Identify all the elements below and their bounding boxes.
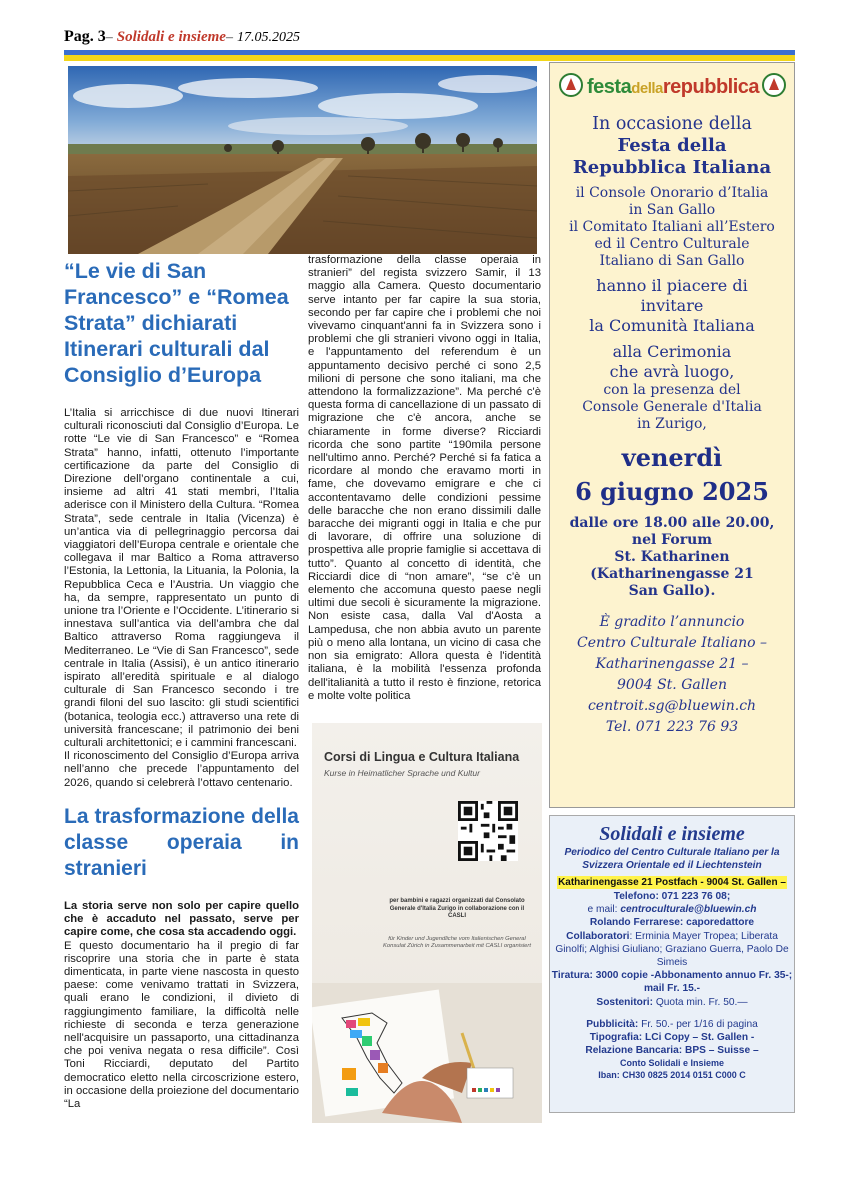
article-headline: “Le vie di San Francesco” e “Romea Strata” dichiarati Itinerari culturali dal Consiglio d’Europa — [64, 259, 289, 387]
article-paragraph: L’Italia si arricchisce di due nuovi Itinerari culturali riconosciuti dal Consiglio d’Europa. Le rotte “Le vie di San Francesco” e “Romea Strata” hanno, infatti, ottenuto l’importante certificazione da parte del Consiglio di Direzione dell’organo continentale a cui, insieme ad altri 41 stati membri, l’Italia aderisce con il Ministero della Cultura. “Romea Strata”, sede centrale in Italia (Vicenza) è un’antica via di pellegrinaggio percorsa dai viaggiatori dell’Europa centrale e orientale che collegava il mar Baltico a Roma attraverso l’Estonia, la Lettonia, la Lituania, la Polonia, la Repubblica Ceca e l’Austria. Un viaggio che ha, da sempre, rappresentato un punto di unione tra l’Oriente e l’Occidente. L’itinerario si innestava sull’antica via dell’ambra che dal Baltico attraverso Roma raggiungeva il Mediterraneo. Le “Vie di San Francesco”, sede centrale in Italia (Assisi), è un antico itinerario ispirato all’eredità spirituale e al dialogo culturale di San Francesco secondo i tre grandi filoni del suo lascito: gli studi scientifici (botanica, teologia ecc.) attraverso una rete di università francescane; il patrimonio dei beni culturali architettonici; e i cammini francescani. — [64, 407, 299, 750]
logo-word-festa: festa — [587, 76, 632, 98]
festa-repubblica-logo — [557, 68, 788, 102]
invitation-line: il Comitato Italiani all’Estero — [569, 219, 775, 235]
invitation-line: St. Katharinen — [614, 549, 730, 565]
newspaper-name: Solidali e insieme — [116, 29, 226, 45]
article-body — [64, 407, 299, 790]
flyer-german-text: für Kinder und Jugendliche vom Italienischen General Konsulat Zürich in Zusammenarbeit mit CASLI organisiert — [383, 936, 531, 950]
article-lead: La storia serve non solo per capire quello che è accaduto nel passato, serve per capire come, che cosa sta accadendo oggi. — [64, 899, 299, 939]
contact-line: Katharinengasse 21 – — [595, 656, 749, 672]
masthead-editor: Rolando Ferrarese: caporedattore — [589, 917, 755, 929]
issue-date: 17.05.2025 — [236, 30, 300, 45]
masthead-sostenitori: Sostenitori: Quota min. Fr. 50.— — [596, 996, 748, 1008]
contact-line: Tel. 071 223 76 93 — [605, 719, 739, 735]
masthead-subtitle: Periodico del Centro Culturale Italiano per la Svizzera Orientale ed il Liechtenstein — [564, 847, 780, 871]
invitation-line: Festa della — [617, 135, 727, 156]
masthead-collaborators: Collaboratori: Erminia Mayer Tropea; Liberata Ginolfi; Alghisi Giuliano; Graziano Guerra, Paolo De Simeis — [555, 930, 789, 969]
invitation-line: Console Generale d'Italia — [582, 399, 762, 415]
article-body-continued — [308, 254, 541, 703]
child-coloring-italy-map-image — [312, 943, 542, 1123]
masthead-iban: Iban: CH30 0825 2014 0151 C000 C — [598, 1070, 746, 1081]
logo-word-repubblica: repubblica — [662, 76, 760, 98]
masthead-tiratura: Tiratura: 3000 copie -Abbonamento annuo Fr. 35-; mail Fr. 15.- — [551, 970, 793, 995]
invitation-line: in Zurigo, — [637, 416, 707, 432]
road-landscape-photo — [68, 66, 537, 254]
invitation-line: Repubblica Italiana — [572, 157, 772, 178]
masthead-phone: Telefono: 071 223 76 08; — [613, 891, 731, 902]
article-paragraph: trasformazione della classe operaia in stranieri” del regista svizzero Samir, il 13 maggio alla Camera. Questo documentario serve intanto per far capire la sua storia, secondo per far capire che i problemi che noi vivevamo cinquant'anni fa in Svizzera sono i problemi che gli stranieri vivono oggi in Italia, e l'appuntamento del referendum è un appuntamento decisivo perché ci sono 2,5 milioni di persone che sono italiani, ma che attendono la formalizzazione”. Ma perché c'è questa forma di cancellazione di un passato di migrazione che c'è ancora, anche se chiaramente in forme diverse? Ricciardi ricorda che sono partite “190mila persone nell'ultimo anno. Perché? Perché si fa fatica a ricordare al mondo che eravamo morti in fame, che dovevamo emigrare e che ci accontentavamo delle condizioni pessime delle baracche che non erano dissimili dalle baracche dei migranti oggi in Italia e che pur di lavorare, di offrire una soluzione di prospettiva alle proprie famiglie si accettava di tutto”. Quanto al concetto di identità, che Ricciardi dice di “non amare”, “se c'è un elemento che accomuna questo paese negli ultimi due secoli è sicuramente la migrazione. Non esiste casa, dalla Val d'Aosta a Lampedusa, che non abbia avuto un parente più o meno alla lontana, un vicino di casa che non sia emigrato: Allora questa è l'identità italiana, è la mobilità l'essenza profonda dell'italianità a tutto il resto è finzione, retorica e molte volte politica — [308, 254, 541, 702]
invitation-line: Italiano di San Gallo — [599, 253, 745, 269]
contact-line: È gradito l’annuncio — [599, 614, 745, 630]
road-landscape-image — [68, 66, 537, 254]
logo-word-della: della — [631, 80, 663, 97]
invitation-text — [550, 113, 794, 738]
article-headline: La trasformazione della classe operaia in stranieri — [64, 804, 299, 880]
invitation-line: il Console Onorario d’Italia — [575, 185, 769, 201]
header-dash: – — [105, 30, 113, 45]
invitation-line: che avrà luogo, — [609, 362, 735, 381]
invitation-line: venerdì — [621, 443, 723, 472]
festa-repubblica-invitation — [549, 62, 795, 808]
masthead-box — [549, 815, 795, 1113]
middle-column — [308, 254, 541, 703]
flyer-subtitle: Kurse in Heimatlicher Sprache und Kultur — [324, 768, 480, 778]
masthead-banca: Relazione Bancaria: BPS – Suisse – — [585, 1045, 759, 1057]
invitation-line: invitare — [640, 296, 704, 315]
article-paragraph: E questo documentario ha il pregio di far riscoprire una storia che in parte è stata dimenticata, in parte viene nascosta in questo paese: come venivamo trattati in Svizzera, quali erano le condizioni, il divieto di raggiungimento familiare, la difficoltà nelle richieste di seconda e terza generazione nell'acquisire un passaporto, una cittadinanza che poi veniva negata o resa difficile”. Così Toni Ricciardi, deputato del Partito democratico eletto nella circoscrizione estero, in occasione della proiezione del documentario “La — [64, 939, 299, 1110]
invitation-line: hanno il piacere di — [596, 276, 748, 295]
invitation-line: alla Cerimonia — [612, 342, 732, 361]
email-link[interactable]: centroculturale@bluewin.ch — [620, 904, 757, 916]
header-rule-yellow — [64, 55, 795, 61]
article-paragraph: Il riconoscimento del Consiglio d’Europa arriva nell’anno che precede l’appuntamento del 2026, quando si celebrerà l’ottavo centenario. — [64, 750, 299, 789]
masthead-email: e mail: centroculturale@bluewin.ch — [587, 904, 757, 916]
flyer-organizer-text: per bambini e ragazzi organizzati dal Consolato Generale d'Italia Zurigo in collaborazione con il CASLI — [389, 898, 525, 919]
left-column — [64, 258, 299, 1111]
invitation-line: (Katharinengasse 21 — [590, 566, 754, 582]
masthead-pubblicita: Pubblicità: Fr. 50.- per 1/16 di pagina — [586, 1018, 758, 1030]
page-number: Pag. 3 — [64, 28, 106, 45]
invitation-line: 6 giugno 2025 — [575, 477, 769, 506]
language-course-flyer — [312, 723, 542, 1123]
qr-code-icon — [458, 801, 518, 861]
contact-line: 9004 St. Gallen — [617, 677, 727, 693]
contact-email[interactable]: centroit.sg@bluewin.ch — [587, 698, 757, 714]
masthead-title: Solidali e insieme — [599, 823, 745, 845]
header-dash: – — [225, 30, 233, 45]
page-header — [64, 28, 804, 52]
masthead-address: Katharinengasse 21 Postfach - 9004 St. Gallen – — [558, 877, 786, 888]
invitation-line: la Comunità Italiana — [589, 316, 755, 335]
invitation-line: dalle ore 18.00 alle 20.00, — [569, 515, 775, 531]
invitation-line: In occasione della — [592, 114, 752, 134]
invitation-line: nel Forum — [631, 532, 713, 548]
invitation-line: con la presenza del — [603, 382, 741, 398]
svg-text:festadellarepubblica — [587, 76, 760, 98]
invitation-line: in San Gallo — [628, 202, 716, 218]
article-body — [64, 900, 299, 1111]
contact-line: Centro Culturale Italiano – — [576, 635, 767, 651]
masthead-tipografia: Tipografia: LCi Copy – St. Gallen - — [589, 1032, 755, 1044]
flyer-title: Corsi di Lingua e Cultura Italiana — [324, 750, 520, 764]
invitation-line: ed il Centro Culturale — [594, 236, 750, 252]
invitation-line: San Gallo). — [628, 583, 716, 599]
masthead-conto: Conto Solidali e Insieme — [619, 1058, 725, 1069]
